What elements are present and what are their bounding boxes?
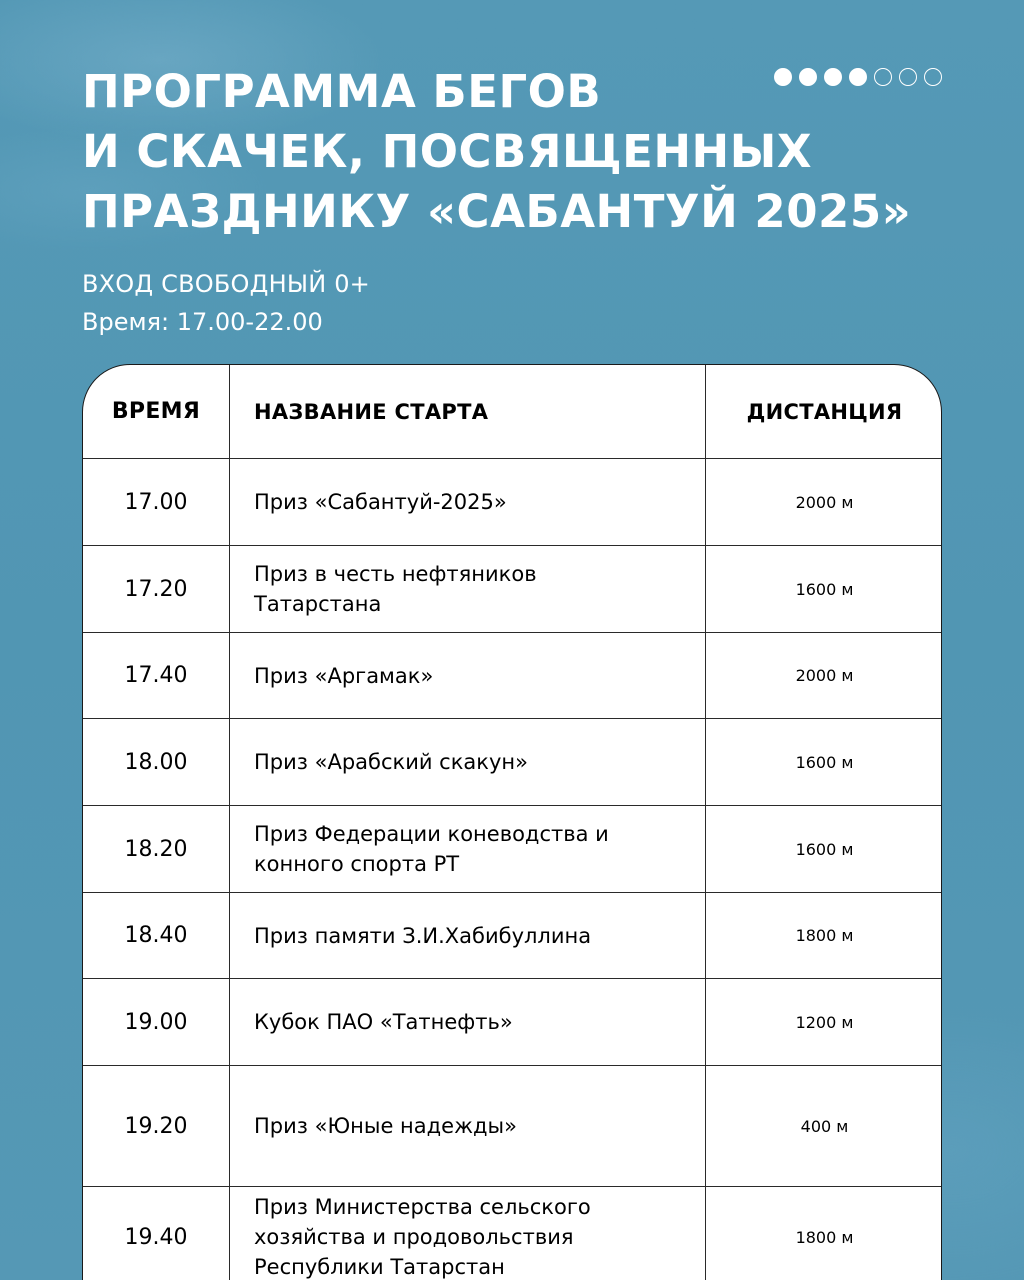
table-row	[83, 546, 941, 633]
cell-time: 19.20	[83, 1066, 230, 1186]
cell-name	[230, 806, 706, 892]
cell-name: Приз памяти З.И.Хабибуллина	[230, 893, 706, 978]
admission-info: ВХОД СВОБОДНЫЙ 0+	[82, 270, 370, 298]
cell-name: Кубок ПАО «Татнефть»	[230, 979, 706, 1065]
cell-name: Приз «Юные надежды»	[230, 1066, 706, 1186]
pagination-dot-inactive	[874, 68, 892, 86]
schedule-table	[82, 364, 942, 1280]
cell-name	[230, 546, 706, 632]
cell-distance: 2000 м	[795, 492, 854, 512]
carousel-pagination-dots	[774, 68, 942, 86]
cell-distance: 1600 м	[795, 579, 854, 599]
pagination-dot-active	[824, 68, 842, 86]
table-header-row	[83, 365, 941, 459]
pagination-dot-current	[849, 68, 867, 86]
table-row	[83, 806, 941, 893]
cell-time: 17.20	[83, 546, 230, 632]
table-row	[83, 633, 941, 719]
cell-distance: 1800 м	[795, 926, 854, 945]
cell-time: 17.00	[83, 459, 230, 545]
cell-name-text: Приз Федерации коневодства и конного спорта РТ	[254, 822, 609, 876]
pagination-dot-active	[774, 68, 792, 86]
table-row	[83, 893, 941, 979]
cell-distance: 1600 м	[795, 839, 854, 859]
cell-time: 19.00	[83, 979, 230, 1065]
cell-distance: 1600 м	[795, 752, 854, 772]
cell-distance: 1200 м	[795, 1012, 854, 1032]
cell-name: Приз «Аргамак»	[230, 633, 706, 718]
table-row	[83, 459, 941, 546]
cell-name-text: Приз Министерства сельского хозяйства и продовольствия Республики Татарстан	[254, 1195, 591, 1279]
table-row	[83, 719, 941, 806]
title-line: ПРОГРАММА БЕГОВ	[82, 65, 602, 118]
cell-distance: 2000 м	[795, 666, 854, 685]
cell-time: 18.40	[83, 893, 230, 978]
title-line: ПРАЗДНИКУ «САБАНТУЙ 2025»	[82, 185, 912, 238]
column-header-distance: ДИСТАНЦИЯ	[746, 399, 903, 424]
event-time: Время: 17.00-22.00	[82, 308, 323, 336]
pagination-dot-inactive	[924, 68, 942, 86]
cell-distance: 400 м	[800, 1116, 849, 1136]
cell-name: Приз «Сабантуй-2025»	[230, 459, 706, 545]
cell-name-text: Приз в честь нефтяников Татарстана	[254, 562, 537, 616]
cell-distance: 1800 м	[795, 1227, 854, 1247]
cell-time: 19.40	[83, 1187, 230, 1280]
page-title	[82, 62, 962, 242]
cell-name	[230, 1187, 706, 1280]
pagination-dot-inactive	[899, 68, 917, 86]
cell-name: Приз «Арабский скакун»	[230, 719, 706, 805]
cell-time: 18.00	[83, 719, 230, 805]
table-row	[83, 1066, 941, 1187]
cell-time: 17.40	[83, 633, 230, 718]
column-header-time: ВРЕМЯ	[83, 365, 230, 458]
table-row	[83, 979, 941, 1066]
table-row	[83, 1187, 941, 1280]
title-line: И СКАЧЕК, ПОСВЯЩЕННЫХ	[82, 125, 813, 178]
cell-time: 18.20	[83, 806, 230, 892]
pagination-dot-active	[799, 68, 817, 86]
column-header-name: НАЗВАНИЕ СТАРТА	[230, 365, 706, 458]
